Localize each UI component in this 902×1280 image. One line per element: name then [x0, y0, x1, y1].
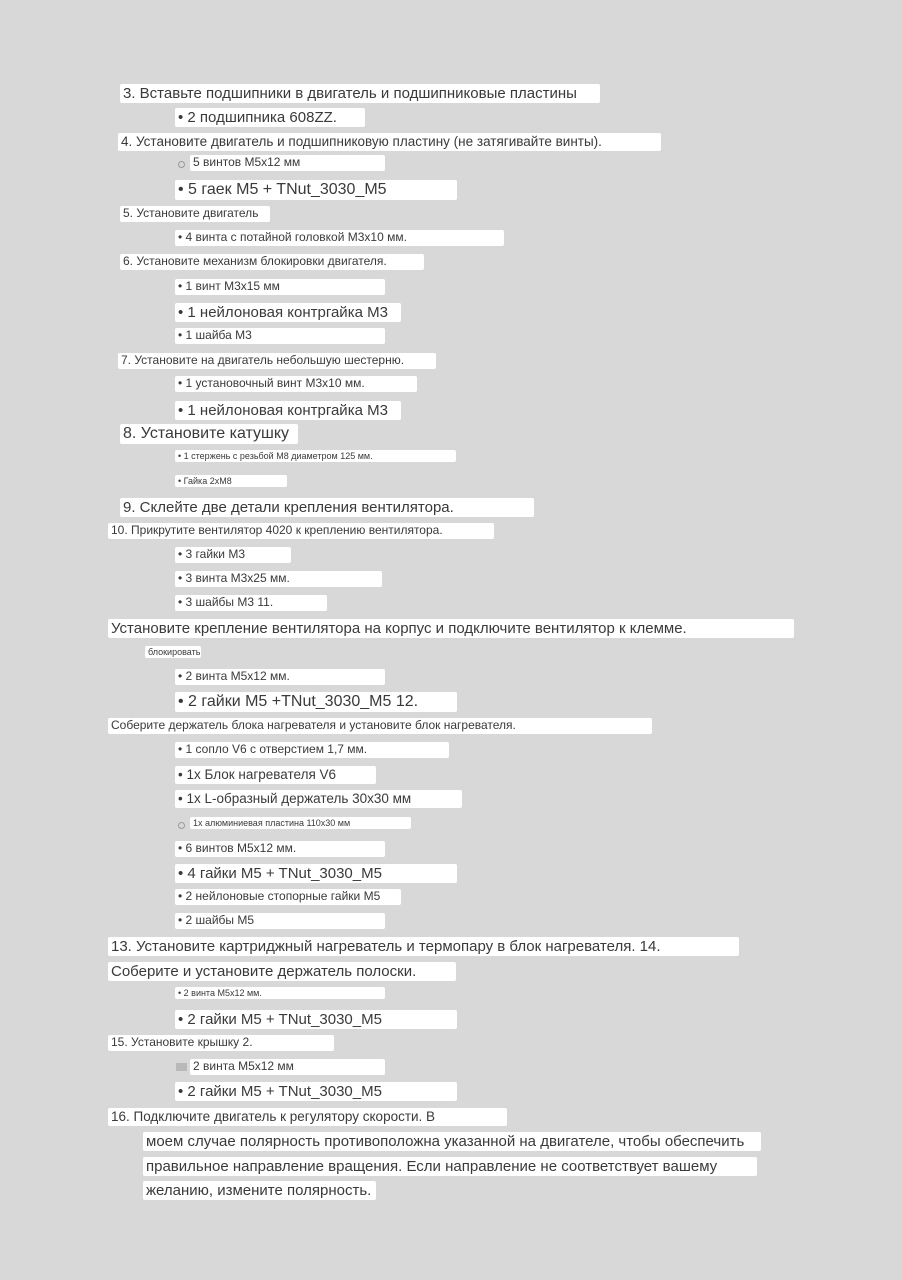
list-item: • 4 гайки M5 + TNut_3030_M5	[175, 864, 457, 883]
list-item: • 1 сопло V6 с отверстием 1,7 мм.	[175, 742, 449, 758]
list-item: • 2 винта M5x12 мм.	[175, 669, 385, 685]
list-item: • 1 шайба M3	[175, 328, 385, 344]
paragraph-line: моем случае полярность противоположна указанной на двигателе, чтобы обеспечить	[143, 1132, 761, 1151]
list-item: 5 винтов M5x12 мм	[190, 155, 385, 171]
list-item: • 1x Блок нагревателя V6	[175, 766, 376, 784]
step-11-heading: Установите крепление вентилятора на корпус и подключите вентилятор к клемме.	[108, 619, 794, 638]
list-item: • 1 нейлоновая контргайка M3	[175, 303, 401, 322]
step-6-heading: 6. Установите механизм блокировки двигателя.	[120, 254, 424, 270]
circle-bullet-icon	[178, 161, 185, 168]
list-item: 1x алюминиевая пластина 110x30 мм	[190, 817, 411, 829]
list-item: • 2 нейлоновые стопорные гайки M5	[175, 889, 401, 905]
step-12-heading: Соберите держатель блока нагревателя и установите блок нагревателя.	[108, 718, 652, 734]
list-item: • 2 гайки M5 + TNut_3030_M5	[175, 1010, 457, 1029]
list-item: • 6 винтов M5x12 мм.	[175, 841, 385, 857]
step-3-heading: 3. Вставьте подшипники в двигатель и подшипниковые пластины	[120, 84, 600, 103]
step-4-heading: 4. Установите двигатель и подшипниковую пластину (не затягивайте винты).	[118, 133, 661, 151]
list-item: • 1 нейлоновая контргайка M3	[175, 401, 401, 420]
list-item: • 1 установочный винт M3x10 мм.	[175, 376, 417, 392]
list-item: • 2 подшипника 608ZZ.	[175, 108, 365, 127]
step-16-heading: 16. Подключите двигатель к регулятору скорости. В	[108, 1108, 507, 1126]
list-item: • 1x L-образный держатель 30x30 мм	[175, 790, 462, 808]
step-8-heading: 8. Установите катушку	[120, 424, 298, 444]
list-item: 2 винта M5x12 мм	[190, 1059, 385, 1075]
list-item: • 3 винта M3x25 мм.	[175, 571, 382, 587]
list-item: • 3 шайбы M3 11.	[175, 595, 327, 611]
list-item: • 4 винта с потайной головкой M3x10 мм.	[175, 230, 504, 246]
step-13-heading: 13. Установите картриджный нагреватель и термопару в блок нагревателя. 14.	[108, 937, 739, 956]
step-9-heading: 9. Склейте две детали крепления вентилятора.	[120, 498, 534, 517]
circle-bullet-icon	[178, 822, 185, 829]
list-item: • 2 шайбы M5	[175, 913, 385, 929]
list-item: • 1 винт M3x15 мм	[175, 279, 385, 295]
list-item: • 2 гайки M5 + TNut_3030_M5	[175, 1082, 457, 1101]
paragraph-line: желанию, измените полярность.	[143, 1181, 376, 1200]
step-14-heading: Соберите и установите держатель полоски.	[108, 962, 456, 981]
step-10-heading: 10. Прикрутите вентилятор 4020 к креплению вентилятора.	[108, 523, 494, 539]
step-15-heading: 15. Установите крышку 2.	[108, 1035, 334, 1051]
list-item: • 2 гайки M5 +TNut_3030_M5 12.	[175, 692, 457, 712]
note-label: блокировать	[145, 646, 201, 658]
list-item: • 1 стержень с резьбой M8 диаметром 125 мм.	[175, 450, 456, 462]
list-item: • 5 гаек M5 + TNut_3030_M5	[175, 180, 457, 200]
list-item: • 2 винта M5x12 мм.	[175, 987, 385, 999]
square-bullet-icon	[176, 1063, 187, 1071]
step-7-heading: 7. Установите на двигатель небольшую шестерню.	[118, 353, 436, 369]
list-item: • 3 гайки M3	[175, 547, 291, 563]
paragraph-line: правильное направление вращения. Если направление не соответствует вашему	[143, 1157, 757, 1176]
list-item: • Гайка 2xM8	[175, 475, 287, 487]
step-5-heading: 5. Установите двигатель	[120, 206, 270, 222]
